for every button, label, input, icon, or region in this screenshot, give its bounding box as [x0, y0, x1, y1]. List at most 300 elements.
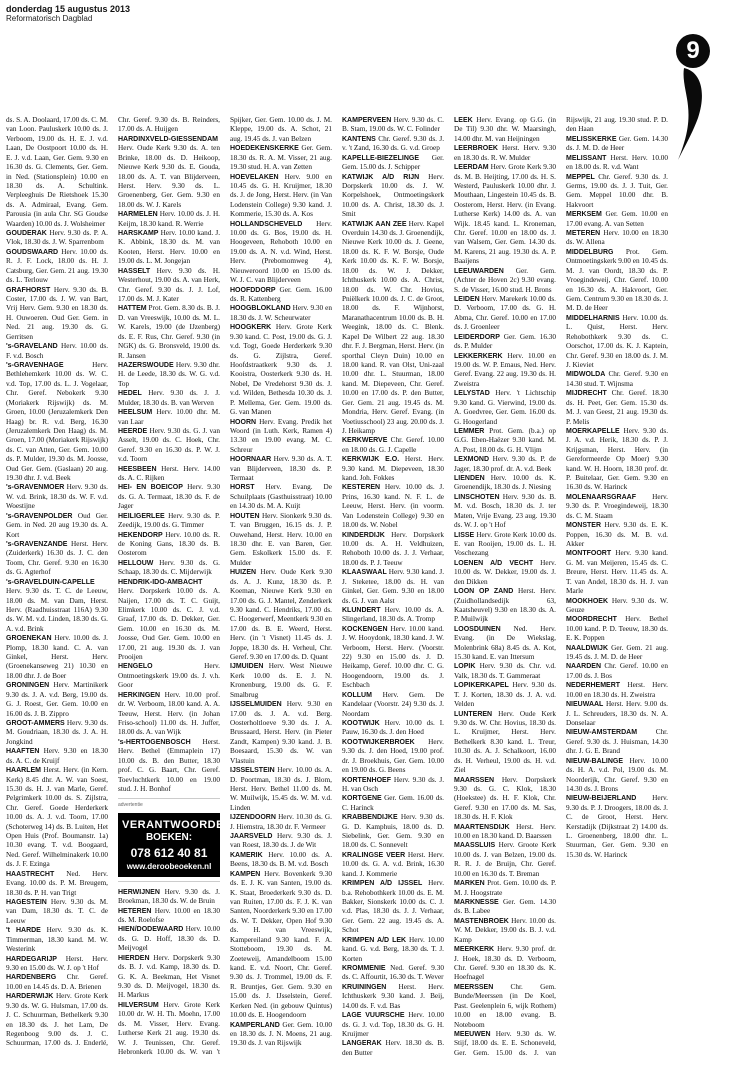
newspaper-name: Reformatorisch Dagblad [6, 14, 93, 23]
service-details: Herv. 9.30 ds. M. Goudriaan, 18.30 ds. J. A. H. Jongkind [6, 719, 109, 746]
place-name: HENGELO [118, 663, 153, 671]
service-details: Herv. 10.00 ds. A. Slingerland, 18.30 ds. A. Tromp [342, 605, 444, 624]
place-name: HEKENDORP [118, 531, 163, 539]
place-name: LANGERAK [342, 1040, 382, 1048]
place-name: MOOKHOEK [566, 597, 608, 605]
place-name: HOLLANDSCHEVELD [230, 220, 303, 228]
service-entry [454, 455, 556, 474]
service-entry [118, 304, 220, 361]
place-name: HOEVELAKEN [230, 173, 279, 181]
service-entry [118, 954, 220, 1001]
place-name: LOOSDUINEN [454, 625, 501, 633]
service-entry [566, 370, 668, 389]
service-entry [118, 738, 220, 795]
service-details: Herv. 9.30 ds. P. de Jager, 18.30 prof. dr. A. v.d. Beek [454, 455, 556, 473]
service-details: Herv. 9.30 ds. J. H. van Osch [342, 775, 445, 793]
service-details: Herv. 9.30 ds. Chr. v.d. Valk, 18.30 ds. T. Gammeraat [454, 662, 556, 680]
service-entry [230, 173, 332, 220]
service-details: Herv. 9.30 ds. B. Coster, 17.00 ds. J. W. van Bart, Vrij Herv. Gem. 9.30 en 18.30 ds. H. Ouwoeren. Oud Ger. Gem. in Ned. 21 aug. 19.30 ds. G. Gerritsen [6, 285, 108, 341]
place-name: LOPIK [454, 663, 476, 671]
place-name: METEREN [566, 230, 601, 238]
ad-phone: 078 612 40 81 [130, 845, 208, 860]
place-name: HERWIJNEN [118, 888, 160, 896]
place-name: MIDDELHARNIS [566, 314, 620, 322]
service-entry [566, 794, 668, 860]
service-details: Herv. Evang. Predik het Woord (in Luth. Kerk, Ramen 4) 13.30 en 19.00 evang. M. C. Schreur [230, 417, 332, 454]
place-name: HEESBEEN [118, 465, 157, 473]
place-name: HOOGKERK [230, 324, 272, 332]
service-details: Herv. 10.00 ds. R. de Koning Gans, 18.30 ds. B. Oosterom [118, 530, 221, 558]
place-name: KORTGENE [342, 795, 382, 803]
service-entry [454, 898, 556, 917]
service-entry [454, 163, 556, 267]
service-details: Herv. 10.00 ds. G. Bos, 19.00 ds. H. Hoogeveen, Rehoboth 10.00 en 19.00 ds. A. N. v.d. Wind, Herst. Herv. (Prebomomweg 4), Nieuweroord 10.00 en 15.00 ds. W. J. C. van Blijderveen [230, 219, 332, 285]
service-details: Herv. 9.30 kand. G. M. van Meijeren, 15.45 ds. C. Breure, Herst. Herv. 11.45 ds. A. T. van Andel, 18.30 ds. H. J. van Marle [566, 549, 668, 596]
service-details: Ger. Gem. 18.30 ds. R. A. M. Visser, 21 aug. 19.30 stud. H. A. van Zetten [230, 144, 333, 172]
service-entry [230, 455, 332, 483]
service-details: Herv. 10.00 ds. W. M. Dekker, 19.00 ds. B. J. v.d. Kamp [454, 916, 556, 944]
service-details: Oud Ger. Gem. in Ned. 20 aug 19.30 ds. A. Kort [6, 511, 108, 539]
place-name: HENDRIK-IDO-AMBACHT [118, 578, 203, 586]
service-entry [454, 559, 556, 587]
place-name: HOOFDDORP [230, 286, 276, 294]
service-entry [342, 813, 444, 851]
service-details: Ned. Geref. 9.30 ds. C. Affourtit, 16.30 ds. T. Wever [342, 963, 444, 982]
place-name: MAARSSEN [454, 776, 495, 784]
service-entry [118, 210, 220, 229]
service-details: Herv. 9.30 ds. W. Geuze [566, 596, 669, 614]
place-name: KRALINGSE VEER [342, 851, 406, 859]
place-name: HOORNAAR [230, 456, 272, 464]
service-details: Herv. 9.30 ds. A. T. van Blijderveen, 18.30 ds. P. Termaat [230, 455, 332, 483]
service-details: Herv. 9.30 ds. G. A. Termaat, 18.30 ds. F. de Jager [118, 483, 220, 511]
service-details: Herv. 10.00 ds. W. Dekker, 19.00 ds. J. den Dikken [454, 558, 557, 586]
place-name: MIJDRECHT [566, 390, 607, 398]
service-entry [230, 766, 332, 813]
service-details: Herv. 18.30 ds. B. den Butter [342, 1039, 445, 1057]
service-entry [454, 841, 556, 879]
place-name: 's-GRAVELAND [6, 343, 58, 351]
place-name: IJSSELMUIDEN [230, 701, 282, 709]
service-entry [230, 304, 332, 323]
place-name: LUNTEREN [454, 710, 493, 718]
ad-banner[interactable] [118, 813, 224, 877]
service-details: Ger. Gem. 15.00 ds. J. Schipper [342, 153, 444, 172]
place-name: HETEREN [118, 907, 152, 915]
ad-title: VERANTWOORDE [122, 818, 224, 831]
place-name: KOCKENGEN [342, 625, 388, 633]
service-entry [6, 870, 108, 898]
service-entry [566, 757, 668, 795]
service-details: Herv. Grote Kerk 9.30 ds. M. B. Heijting, 17.00 ds. H. S. Westerd, Pauluskerk 10.00 dhr. J. Mouthaan, Lingestein 10.45 ds. B. Oosterom, Herst. Herv. (in Evang. Lutherse Kerk) 14.00 ds. A. van Wijk. 18.45 kand. L. Kroneman, Chr. Geref. 10.00 en 18.00 ds. J. van Walsem, Ger. Gem. 14.30 ds. M. Karens, 21 aug. 19.30 ds. A. P. Baaijens [454, 163, 556, 266]
service-entry [454, 267, 556, 295]
place-name: KATWIJK A/D RIJN [342, 173, 420, 181]
place-name: KAMERIK [230, 851, 263, 859]
service-entry [118, 483, 220, 511]
service-details: Prot. Gem. 10.00 ds. P. M. J. Hoogstrate [454, 879, 557, 897]
service-details: Ger. Gem. 14.30 ds. B. Labee [454, 898, 557, 916]
service-details: Herv. 9.30 ds. G. D. Kamphuis, 18.00 ds. D. Siebelink, Ger. Gem. 9.30 en 18.00 ds. C. Sonnevelt [342, 813, 445, 850]
place-name: 's-GRAVENZANDE [6, 540, 68, 548]
service-entry [230, 286, 332, 305]
service-entry [230, 813, 332, 832]
service-entry [566, 173, 668, 211]
service-entry [230, 662, 332, 700]
place-name: KATWIJK AAN ZEE [342, 220, 407, 228]
service-entry [6, 512, 108, 540]
service-details: Herv. 10.00 kand. G. v.d. Berg, 18.30 ds. T. J. Korten [342, 935, 444, 963]
service-entry [454, 352, 556, 390]
service-details: Chr. Geref. 9.30 ds. J. Germs, 19.00 ds. J. J. Tuit, Ger. Gem. Meppel 10.00 dhr. B. Hakvoort [566, 172, 668, 209]
place-name: LIENDEN [454, 475, 485, 483]
service-entry [566, 681, 668, 700]
ad-label: advertentie [118, 802, 143, 809]
service-entry [454, 295, 556, 333]
place-name: HAASTRECHT [6, 870, 55, 878]
service-details: Herst. Herv. 9.00 ds. J. L. Schreuders, 18.30 ds. N. A. Donselaar [566, 700, 668, 727]
service-details: Herv. Bethel 10.00 kand. P. D. Teeuw, 18.30 ds. E. K. Poppen [566, 615, 668, 643]
service-details: Chr. Geref. 10.00 en 17.00 ds. J. Bos [566, 662, 668, 680]
service-entry [6, 955, 108, 974]
service-entry [342, 135, 444, 154]
place-name: KOOTWIJK [342, 720, 380, 727]
service-entry [6, 483, 108, 511]
place-name: GROOT-AMMERS [6, 720, 65, 727]
service-details: Herv. Groote Kerk 10.00 ds. J. van Belzen, 19.00 ds. R. R. J. de Bruijn, Chr. Geref. 10.00 en 16.30 ds. T. Breman [454, 841, 556, 878]
service-entry [454, 531, 556, 559]
service-details: Herv. Ontmoetingskerk 19.00 ds. J. v.h. Goor [118, 662, 220, 690]
service-entry [342, 964, 444, 983]
service-entry [566, 427, 668, 493]
place-name: KERKWERVE [342, 437, 388, 445]
place-name: NIEUWAAL [566, 701, 604, 709]
place-name: MEPPEL [566, 173, 595, 181]
place-name: 's-GRAVELDUIN-CAPELLE [6, 578, 95, 586]
service-details: Herv. 10.00 ds. J. Plomp, 18.30 kand. C. A. van Ginkel, Herst. Herv. (Groenekanseweg 21) 10.30 en 18.00 dhr. J. de Boer [6, 634, 108, 680]
service-details: Herv. Evang. op G.G. (in De Til) 9.30 dhr. W. Maarsingh, 14.00 dhr. M. van Heijningen [454, 116, 557, 143]
place-name: LAGE VUURSCHE [342, 1012, 405, 1020]
place-name: MOERKAPELLE [566, 427, 620, 435]
place-name: GROENEKAN [6, 635, 52, 643]
service-details: Herv. b.a. Rehobothkerk 10.00 ds. E. M. Bakker, Sionskerk 10.00 ds. C. J. v.d. Plas, 18.30 ds. J. J. Verhaar, Ger. Gem. 22 aug. 19.45 ds. A. Schot [342, 879, 445, 935]
service-entry [230, 512, 332, 569]
place-name: MERKSEM [566, 211, 602, 219]
service-entry [6, 898, 108, 926]
service-entry [6, 361, 108, 483]
place-name: NIEUW-AMSTERDAM [566, 729, 638, 737]
service-entry [118, 888, 220, 907]
service-details: Ger. Gem. 10.00 en 18.30 ds. J. N. Moens, 21 aug. 19.30 ds. J. van Rijswijk [230, 1020, 333, 1048]
service-details: Herv. 10.00 ds. G. D. Hoff, 18.30 ds. D. Meijvogel [118, 925, 220, 953]
service-entry [230, 870, 332, 1021]
service-details: Ger. Gem. 21 aug. 19.45 ds. J. M. D. de Heer [566, 643, 669, 662]
service-details: Herv. Gem. De Kandelaar (Voorstr. 24) 9.30 ds. J. Noordam [342, 690, 445, 718]
place-name: MIDWOLDA [566, 371, 606, 379]
place-name: MONSTER [566, 522, 601, 530]
advertisement [118, 798, 224, 881]
service-details: Ned. Herv. Evang. 10.00 ds. P. M. Breugem, 18.30 ds. P. H. van Trigt [6, 869, 108, 897]
service-entry [118, 691, 220, 738]
place-name: GRAFHORST [6, 286, 51, 294]
place-name: MELISSANT [566, 154, 607, 162]
place-name: KRIMPEN A/D LEK [342, 936, 407, 944]
place-name: KRIMPEN A/D IJSSEL [342, 880, 423, 888]
service-details: Herst. Herv. (in Kern. Kerk) 8.45 dhr. A. W. van Soest, 15.30 ds. H. J. van Marle, Geref. Pelgrimkerk 10.00 ds. S. Zijlstra, Chr. Geref. Goede Herderkerk 10.00 ds. A. J. v.d. Toorn, 17.00 (Schoterweg 14) ds. B. Luiten, Het Open Huis (Prof. Boumanstr. 1a) 10.30 evang. T. v.d. Boogaard, Ned. Geref. Wilhelminakerk 10.00 ds. J. F. Ezinga [6, 766, 108, 869]
service-details: Herv. 9.30 ds. B. M. v.d. Bosch, 18.30 ds. J. ter Maten, Vrije Evang. 23 aug. 19.30 ds. W. J. op 't Hof [454, 492, 556, 530]
place-name: LELYSTAD [454, 390, 490, 398]
service-entry [6, 229, 108, 248]
service-details: Herst. Herv. Bethel (Emmaplein 17) 10.00 ds. B. den Butter, 18.30 prof. C. G. Baart, Chr. Geref. Toevluchtkerk 10.00 en 19.00 stud. J. H. Bonhof [118, 737, 220, 793]
service-entry [454, 681, 556, 709]
service-details: ds. S. A. Doolaard, 17.00 ds. C. M. van Loon. Pauluskerk 10.00 ds. J. Verboom, 19.00 ds. H. E. J. v.d. Laan, De Oostpoort 10.00 ds. H. E. J. v.d. Laan, Ger. Gem. 9.30 en 16.30 ds. G. Clements, Ger. Gem. in Ned. (Stationsplein) 10.00 en 18.30 ds. A. Schultink. Verpleeghuis De Rietshoek 15.30 ds. A. Admiraal, Evang. Gem. Parousia (in aula Chr. SG Goudse Waarden) 10.00 ds. J. Wolsheimer [6, 116, 108, 228]
service-details: Herv. Dorpskerk 10.00 ds. A. H. Veldhuizen, Rehoboth 10.00 ds. J. J. Verhaar, 18.00 ds. P. J. Teeuw [342, 530, 444, 567]
place-name: IJMUIDEN [230, 663, 264, 671]
service-details: Chr. Geref. 18.30 ds. H. Peet, Ger. Gem. 15.30 ds. M. J. van Geest, 21 aug. 19.30 ds. P. Melis [566, 389, 668, 426]
service-entry [118, 578, 220, 663]
service-entry [342, 436, 444, 455]
service-entry [342, 1011, 444, 1039]
service-details: Herv. 10.30 ds. G. J. Hiemstra, 18.30 dr. F. Vermeer [230, 813, 332, 831]
service-entry [454, 474, 556, 493]
service-entry [118, 907, 220, 926]
service-details: Chr. Geref. 9.30 ds. J. v. 't Zand, 16.30 ds. G. v.d. Groep [342, 134, 445, 153]
service-details: Herv. 9.30 ds. P. J. Droogers, 18.00 ds. J. C. de Groot, Herst. Herv. Kerstadijk (Dijkstraat 2) 14.00 ds. L. Groenenberg, 18.00 dhr. L. Stuurman, Ger. Gem. 9.30 en 15.30 ds. W. Harinck [566, 794, 668, 859]
place-name: MOLENAARSGRAAF [566, 493, 636, 501]
service-entry [342, 606, 444, 625]
place-name: MEERSSEN [454, 983, 494, 991]
service-entry [342, 691, 444, 719]
service-entry [566, 728, 668, 756]
place-name: HOUTEN [230, 512, 260, 520]
service-details: Herst. Herv. 9.30 kand. M. Diepeveen, 18.30 kand. Joh. Fokkes [342, 455, 444, 483]
place-name: HASSELT [118, 267, 151, 275]
service-entry [118, 427, 220, 465]
service-details: Herst. Herv. 10.00 en 18.00 ds. R. v.d. Want [566, 153, 669, 172]
service-entry [342, 879, 444, 936]
service-entry [6, 681, 108, 719]
service-entry [6, 766, 108, 870]
service-entry [566, 248, 668, 314]
service-details: Herv. 9.30 ds. J. A. v.d. Herik, 18.30 ds. P. J. Krijgsman, Herst. Herv. (in Gereformeerde Op Moer) 9.30 kand. W. H. Hoorn, 18.30 prof. dr. P. Buitelaar, Ger. Gem. 9.30 en 16.30 ds. W. Harinck [566, 426, 669, 492]
place-name: MAASSLUIS [454, 842, 496, 850]
place-name: 't HARDE [6, 927, 41, 935]
place-name: KANTENS [342, 135, 376, 143]
service-entry [454, 389, 556, 427]
service-details: Herv. Grote Kerk 10.00 dr. W. H. Th. Moehn, 17.00 ds. M. Visser, Herv. Evang. Lutherse Kerk 21 aug. 19.30 ds. W. J. Teunissen, Chr. Geref. Hebronkerk 10.00 ds. W. van 't Spijker, Ger. Gem. 10.00 ds. J. M. Kleppe, 19.00 ds. A. Schot, 21 aug. 19.45 ds. J. van Belzen [118, 116, 332, 1056]
service-entry [454, 333, 556, 352]
service-details: Herv. 9.30 dhr. H. de Leede, 18.30 ds. W. G. v.d. Top [118, 360, 220, 388]
service-entry [454, 662, 556, 681]
service-entry [342, 531, 444, 569]
place-name: HEELSUM [118, 409, 153, 417]
place-name: HORST [230, 484, 255, 492]
place-name: KINDERDIJK [342, 531, 385, 539]
place-name: LEEK [454, 117, 473, 124]
place-name: HARDERWIJK [6, 993, 54, 1001]
service-details: Herv. 10.00 en 19.00 ds. W. P. Emaus, Ned. Herv. Geref. Evang. 22 aug. 19.30 ds. H. Zweistra [454, 351, 556, 388]
service-details: Herst. Herv. 10.00 en 18.30 kand. D. Baarssen [454, 822, 556, 841]
place-name: 's-GRAVENHAGE [6, 361, 64, 369]
service-details: Herst. Herv. (Zuidhollandsedijk 63, Kaatsheuvel) 9.30 en 18.30 ds. A. P. Muilwijk [454, 587, 556, 624]
place-name: KLUNDERT [342, 606, 381, 614]
service-entry [230, 483, 332, 511]
service-details: Herv. 10.00 prof. dr. W. Verboom, 18.00 kand. A. A. Teeuw, Herst. Herv. (in Johan Friso-school) 11.00 ds. H. Juffer, 18.00 ds. A. van Wijk [118, 690, 221, 737]
service-entry [6, 926, 108, 954]
service-details: Ger. Gem. 14.30 ds. J. M. D. de Heer [566, 134, 668, 153]
place-name: MIDDELBURG [566, 248, 614, 256]
service-entry [342, 851, 444, 879]
service-details: Herv. 10.00 ds. R. J. F. Lock, 18.00 ds. H. J. Catsburg, Ger. Gem. 21 aug. 19.30 ds. L. Terlouw [6, 247, 108, 285]
place-name: HIEN/DODEWAARD [118, 926, 184, 934]
service-entry [6, 578, 108, 635]
place-name: HOOGBLOKLAND [230, 305, 291, 313]
service-details: Chr. Geref. 9.30 en 14.30 stud. T. Wijnsma [566, 370, 669, 388]
place-name: HEDEL [118, 390, 142, 398]
service-details: Herv. Oude Kerk 9.30 ds. A. ten Brinke, 18.00 ds. D. Heikoop, Nieuwe Kerk 9.30 ds. E. Gouda, 18.00 ds. A. T. van Blijderveen, Herst. Herv. 9.30 ds. L. Groenenberg, Ger. Gem. 9.30 en 18.00 ds. W. J. Karels [118, 144, 220, 209]
place-name: GOUDERAK [6, 230, 47, 238]
place-name: KESTEREN [342, 484, 381, 492]
service-details: Herv. Sionkerk 9.30 ds. T. van Bruggen, 16.15 ds. J. P. Ouwehand, Herst. Herv. 10.00 en 18.30 dhr. E. van Baren, Ger. Gem. Eskolkerk 15.00 ds. F. Mulder [230, 511, 332, 567]
service-entry [118, 389, 220, 408]
place-name: MARKNESSE [454, 899, 499, 907]
place-name: LOON OP ZAND [454, 588, 514, 596]
service-entry [118, 408, 220, 427]
service-details: Herv. 9.30 ds. J. J. Mulder, 18.30 ds. B. van Werven [118, 389, 220, 407]
service-entry [454, 983, 556, 1030]
place-name: MASTENBROEK [454, 917, 509, 925]
service-details: Herv. Dorpskerk 9.30 ds. B. J. v.d. Kamp, 18.30 ds. D. G. K. A. Beekman, Het Visnet 9.30 ds. D. Meijvogel, 18.30 ds. H. Markus [118, 953, 220, 1000]
service-details: Herv. 9.30 ds. J. den Hoed, 19.00 prof. dr. J. Broekhuis, Ger. Gem. 10.00 en 19.00 ds. G. Beens [342, 737, 444, 775]
place-name: 's-HERTOGENBOSCH [118, 738, 191, 746]
place-name: KOOTWIJKERBROEK [342, 738, 415, 746]
service-entry [566, 597, 668, 616]
place-name: MELISSKERKE [566, 135, 617, 143]
service-entry [342, 983, 444, 1011]
service-details: Herv. 9.30 en 17.00 ds. J. A. v.d. Berg. Oosterholtloeve 9.30 ds. J. A. Brussaard, Herst. Herv. (in Pieter Zandt, Kampen) 9.30 kand. J. B. Boesaard, 15.30 ds. W. van Vlastuin [230, 700, 332, 765]
service-details: Herv. Bethlehemkerk 10.00 ds. W. C. v.d. Top, 17.00 ds. L. J. Vogelaar, Chr. Geref. Nebokerk 9.30 (Moriakerk Rijswijk) ds. M. Groen, 10.00 (Jeruzalemkerk Den Haag) br. R. v.d. Berg, 16.30 (Jeruzalemkerk Den Haag) ds. M. Groen, 17.00 (Moriakerk Rijswijk) ds. C. van Atten, Ger. Gem. 10.00 ds. P. Mulder, 19.30 ds. M. Joosse, Oud Ger. Gem. (Gaslaan) 20 aug. 19.30 dhr. J. v.d. Beek [6, 360, 108, 483]
service-details: Prot. Gem. Ontmoetingskerk 9.00 en 10.45 ds. M. J. van Oordt, 18.30 ds. P. Vroegindeweij, Chr. Geref. 10.00 en 16.30 ds. A. Hakvoort, Ger. Gem. Centrum 9.30 en 18.30 ds. J. M. D. de Heer [566, 247, 668, 313]
place-name: HARDEGARIJP [6, 955, 57, 963]
place-name: MEEUWEN [454, 1030, 491, 1038]
place-name: JAARSVELD [230, 833, 273, 841]
place-name: LOPIKERKAPEL [454, 682, 509, 690]
place-name: MAARTENSDIJK [454, 823, 510, 831]
service-entry [454, 116, 556, 144]
service-entry [342, 455, 444, 483]
service-details: Herv. 9.30 ds. E. K. Poppen, 16.30 ds. M. B. v.d. Akker [566, 521, 668, 548]
service-entry [6, 286, 108, 343]
place-name: HEERDE [118, 427, 148, 435]
service-details: Ger. Gem. 16.00 ds. R. Kattenberg [230, 285, 332, 304]
place-name: HOEDEKENSKERKE [230, 145, 299, 153]
service-entry [566, 549, 668, 596]
service-details: Herv. 9.30 ds. M. van Dam, 18.30 ds. T. C. de Leeuw [6, 898, 108, 925]
service-entry [566, 644, 668, 663]
comma-logo-icon [676, 66, 710, 162]
church-services-listing [6, 116, 668, 1061]
service-entry [566, 662, 668, 681]
service-details: Ger. Gem. 16.00 ds. C. Harinck [342, 794, 444, 812]
place-name: HAGESTEIN [6, 899, 47, 907]
service-entry [454, 427, 556, 455]
place-name: 's-GRAVENPOLDER [6, 512, 73, 520]
service-details: Herv. 9.30 ds. W. v.d. Brink, 18.30 ds. W. F. v.d. Woestijne [6, 483, 108, 511]
service-entry [454, 493, 556, 531]
service-details: Herv. 10.00 kand. J. W. Hooydonk, 18.30 kand. J. W. Verboom, Herst. Herv. (Voorstr. 22) 9.30 en 15.00 ds. J. D. Heikamp, Geref. 10.00 dhr. C. G. Hoogendoorn, 19.00 ds. J. Eschbach [342, 624, 444, 690]
place-name: KOLLUM [342, 691, 372, 699]
service-details: Ger. Gem. 16.30 ds. P. Mulder [454, 332, 557, 351]
place-name: KAMPERVEEN [342, 117, 392, 124]
service-entry [342, 936, 444, 964]
service-details: Herv. 9.30 ds. T. C. de Leeuw, 18.00 ds. M. van Dam, Herst. Herv. (Raadhuisstraat 116A) 9.30 ds. W. M. v.d. Linden, 18.30 ds. G. A. v.d. Brink [6, 587, 108, 633]
service-entry [454, 144, 556, 163]
place-name: HARSKAMP [118, 230, 159, 238]
service-details: Herst. Herv. 9.30 en 15.00 ds. W. J. op 't Hof [6, 954, 108, 972]
service-entry [6, 116, 108, 229]
service-details: Herv. 10.00 ds. I. Pauw, 16.30 ds. J. den Hoed [342, 719, 444, 737]
service-entry [566, 135, 668, 154]
service-entry [454, 776, 556, 823]
service-entry [566, 314, 668, 371]
place-name: IJSSELSTEIN [230, 767, 275, 775]
service-details: Herst. Herv. 10.00 ds. G. A. v.d. Brink, 16.30 kand. J. Kommerie [342, 850, 445, 878]
service-details: Herv. Bovenkerk 9.30 ds. E. J. K. van Santen, 19.00 ds. K. Staat, Broederkerk 9.30 ds. D. van Ruiten, 17.00 ds. F. J. K. van Santen, Noorderkerk 9.30 en 17.00 ds. W. T. Dekker, Open Hof 9.30 ds. H. van Vreeswijk, Kampereiland 9.30 kand. F. A. Stotteboom, 19.30 ds. M. Zoeteweij, Amandelboom 15.00 kand. E. v.d. Noort, Chr. Geref. 9.30 ds. J. Trommel, 19.00 ds. F. R. Bruntjes, Ger. Gem. 9.30 en 15.00 ds. J. IJsselstein, Geref. Kerken Ned. (in gebouw Quintus) 10.00 ds. E. Hoogendoorn [230, 869, 332, 1020]
place-name: MOORDRECHT [566, 616, 617, 624]
service-entry [454, 879, 556, 898]
service-entry [342, 738, 444, 776]
service-entry [230, 323, 332, 417]
service-details: Chr. Geref. 9.30 ds. J. Huisman, 14.30 dhr. J. G. E. Brand [566, 728, 668, 756]
service-details: Ger. Gem. (Achter de Hoven 2c) 9.30 evang. S. de Visser, 16.00 stud. H. Brons [454, 266, 556, 294]
service-details: Herv. 9.30 ds. J. Broekman, 18.30 ds. W. de Bruin [118, 887, 220, 906]
service-details: Herv. Evang. De Schuilplaats (Gasthuisstraat) 10.00 en 14.30 ds. M. A. Kuijt [230, 483, 333, 511]
service-entry [230, 851, 332, 870]
place-name: NIEUW-BALINGE [566, 757, 624, 765]
place-name: NAALDWIJK [566, 644, 608, 652]
place-name: HELLOUW [118, 559, 154, 567]
service-details: Ned. Herv. Evang. (in De Wiekslag, Molenbrink 68a) 8.45 ds. A. Kot, 15.30 kand. E. van Ittersum [454, 624, 556, 662]
service-details: Herv. 9.00 en 10.45 ds. G. H. Kruijmer, 18.30 ds. J. de Jong, Herst. Herv. (in Van Lodenstein College) 9.30 kand. J. Kommerie, 15.30 ds. A. Kos [230, 172, 332, 219]
service-details: Herv. Grote Kerk 9.30 ds. W. G. Hulsman, 17.00 ds. J. C. Schuurman, Bethelkerk 9.30 en 18.30 ds. J. het Lam, De Regenboog 9.00 ds. J. C. Schuurman, 17.00 ds. J. Enderlé, Chr. Geref. 9.30 ds. B. Reinders, 17.00 ds. A. Huijgen [6, 116, 220, 1048]
service-entry [342, 116, 444, 135]
place-name: KAMPERLAND [230, 1021, 280, 1029]
service-entry [230, 1021, 332, 1049]
service-entry [6, 342, 108, 361]
service-details: Prot. Gem. (b.a.) op G.G. Eben-Haëzer 9.30 kand. M. A. Post, 18.00 ds. G. H. Vlijm [454, 426, 556, 454]
service-entry [118, 361, 220, 389]
service-details: Herv. 10.00 kand. J. K. Abbink, 18.30 ds. M. van Kooten, Herst. Herv. 10.00 en 19.00 ds. L. M. Jongejan [118, 229, 221, 266]
place-name: HAZERSWOUDE [118, 361, 174, 369]
service-details: Herv. 9.30 ds. C. B. Stam, 19.00 ds. W. C. Folinder [342, 116, 444, 134]
service-entry [454, 710, 556, 776]
service-entry [6, 540, 108, 578]
service-entry [6, 719, 108, 747]
service-entry [6, 747, 108, 766]
service-entry [566, 700, 668, 728]
service-details: Prot. Gem. 8.30 ds. B. J. D. van Vreeswijk, 10.00 ds. M. L. W. Karels, 19.00 (de IJzenberg) ds. E. F. Rus, Chr. Geref. 9.30 (in NGK) ds. G. Bronsveld, 19.00 ds. R. Jansen [118, 304, 220, 360]
service-entry [230, 700, 332, 766]
service-entry [566, 210, 668, 229]
service-details: Herv. 9.30 ds. P. A. Vlok, 18.30 ds. J. W. Sparrenbom [6, 229, 108, 247]
service-entry [118, 267, 220, 305]
place-name: HARMELEN [118, 211, 158, 219]
page-number-badge: 9 [676, 34, 710, 68]
service-entry [454, 587, 556, 625]
place-name: HERKINGEN [118, 691, 161, 699]
service-entry [454, 917, 556, 945]
place-name: HARDINXVELD-GIESSENDAM [118, 135, 218, 143]
place-name: KROMMENIE [342, 964, 386, 972]
